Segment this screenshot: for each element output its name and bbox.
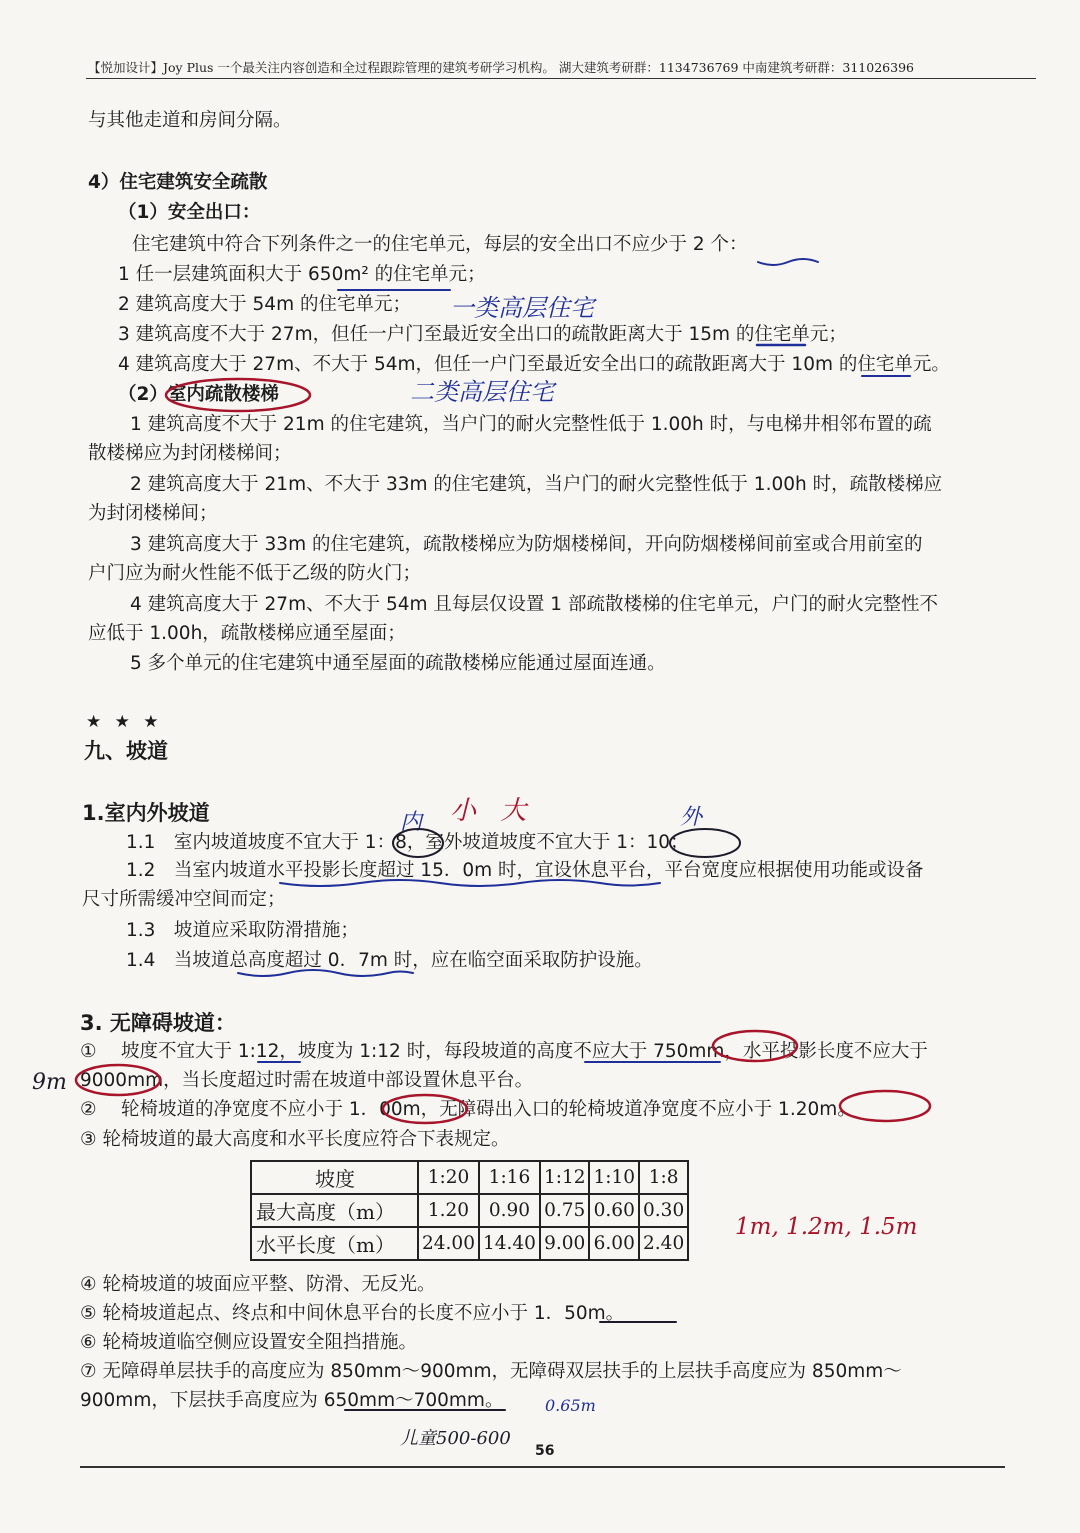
table-header-cell: 1:20 <box>418 1161 479 1194</box>
underline-2-ge <box>758 259 818 265</box>
handwritten-note-inner: 内 <box>400 810 423 835</box>
handwritten-note-065: 0.65m <box>545 1396 596 1415</box>
ramp3-item-2: ② 轮椅坡道的净宽度不应小于 1．00m，无障碍出入口的轮椅坡道净宽度不应小于 1.20m。 <box>80 1099 856 1120</box>
circle-750mm <box>713 1031 797 1061</box>
handwritten-note-9m: 9m <box>32 1070 67 1095</box>
ramp3-item-1-line-2: 9000mm，当长度超过时需在坡道中部设置休息平台。 <box>80 1070 534 1091</box>
table-cell: 0.60 <box>589 1194 639 1227</box>
handwritten-note-widths: 1m, 1.2m, 1.5m <box>735 1214 918 1240</box>
exit-item-4: 4 建筑高度大于 27m、不大于 54m，但任一户门至最近安全出口的疏散距离大于 10m 的住宅单元。 <box>118 354 950 375</box>
ramp3-item-5: ⑤ 轮椅坡道起点、终点和中间休息平台的长度不应小于 1．50m。 <box>80 1303 625 1324</box>
stair-item-5: 5 多个单元的住宅建筑中通至屋面的疏散楼梯应能通过屋面连通。 <box>130 653 666 674</box>
handwritten-note-outer: 外 <box>680 805 703 830</box>
handwritten-note-class1: 一类高层住宅 <box>450 294 594 322</box>
ramp1-item-1: 1.1 室内坡道坡度不宜大于 1：8，室外坡道坡度不宜大于 1：10； <box>126 832 689 853</box>
ramp1-item-2-line-2: 尺寸所需缓冲空间而定； <box>82 889 286 910</box>
table-header-cell: 1:10 <box>589 1161 639 1194</box>
ramp1-title: 1.室内外坡道 <box>82 801 210 825</box>
circle-100m <box>383 1095 467 1123</box>
ramp3-item-6: ⑥ 轮椅坡道临空侧应设置安全阻挡措施。 <box>80 1332 417 1353</box>
stair-item-4-line-2: 应低于 1.00h，疏散楼梯应通至屋面； <box>88 623 406 644</box>
table-cell: 水平长度（m） <box>251 1227 418 1260</box>
stars-marker: ★ ★ ★ <box>86 712 163 732</box>
table-cell: 1.20 <box>418 1194 479 1227</box>
stair-item-3-line-2: 户门应为耐火性能不低于乙级的防火门； <box>88 563 422 584</box>
table-cell: 6.00 <box>589 1227 639 1260</box>
section-title: 4）住宅建筑安全疏散 <box>88 172 268 193</box>
stair-item-2-line-1: 2 建筑高度大于 21m、不大于 33m 的住宅建筑，当户门的耐火完整性低于 1.00h 时，疏散楼梯应 <box>130 474 943 495</box>
table-cell: 14.40 <box>479 1227 540 1260</box>
subsection-title-stairs: （2）室内疏散楼梯 <box>118 384 279 405</box>
table-header-cell: 1:16 <box>479 1161 540 1194</box>
table-cell: 2.40 <box>639 1227 688 1260</box>
ramp3-item-7-line-2: 900mm，下层扶手高度应为 650mm～700mm。 <box>80 1390 504 1411</box>
ramp1-item-2-line-1: 1.2 当室内坡道水平投影长度超过 15．0m 时，宜设休息平台，平台宽度应根据使用功能或设备 <box>126 860 924 881</box>
stair-item-4-line-1: 4 建筑高度大于 27m、不大于 54m 且每层仅设置 1 部疏散楼梯的住宅单元，户门的耐火完整性不 <box>130 594 938 615</box>
table-cell: 24.00 <box>418 1227 479 1260</box>
circle-1-8 <box>393 829 443 857</box>
ramp3-item-7-line-1: ⑦ 无障碍单层扶手的高度应为 850mm～900mm，无障碍双层扶手的上层扶手高度应为 850mm～ <box>80 1361 902 1382</box>
table-cell: 0.90 <box>479 1194 540 1227</box>
stair-item-3-line-1: 3 建筑高度大于 33m 的住宅建筑，疏散楼梯应为防烟楼梯间，开向防烟楼梯间前室或合用前室的 <box>130 534 923 555</box>
page-header: 【悦加设计】Joy Plus 一个最关注内容创造和全过程跟踪管理的建筑考研学习机构。 湖大建筑考研群：1134736769 中南建筑考研群：311026396 <box>88 60 914 75</box>
table-header-cell: 坡度 <box>251 1161 418 1194</box>
footer-rule <box>80 1466 1005 1468</box>
stair-item-2-line-2: 为封闭楼梯间； <box>88 503 218 524</box>
handwritten-note-class2: 二类高层住宅 <box>410 378 554 406</box>
intro-line: 与其他走道和房间分隔。 <box>88 110 292 131</box>
ramp1-item-3: 1.3 坡道应采取防滑措施； <box>126 920 359 941</box>
table-header-cell: 1:8 <box>639 1161 688 1194</box>
exit-item-2: 2 建筑高度大于 54m 的住宅单元； <box>118 294 411 315</box>
circle-9000mm <box>76 1065 160 1095</box>
stair-item-1-line-1: 1 建筑高度不大于 21m 的住宅建筑，当户门的耐火完整性低于 1.00h 时，与电梯井相邻布置的疏 <box>130 414 932 435</box>
exits-lead: 住宅建筑中符合下列条件之一的住宅单元，每层的安全出口不应少于 2 个： <box>132 234 748 255</box>
ramp3-item-1-line-1: ① 坡度不宜大于 1:12，坡度为 1:12 时，每段坡道的高度不应大于 750mm，水平投影长度不应大于 <box>80 1041 928 1062</box>
handwritten-note-small-large: 小 大 <box>450 796 535 826</box>
table-cell: 9.00 <box>540 1227 590 1260</box>
table-cell: 0.30 <box>639 1194 688 1227</box>
circle-120m <box>840 1091 930 1121</box>
ramp1-item-4: 1.4 当坡道总高度超过 0．7m 时，应在临空面采取防护设施。 <box>126 950 653 971</box>
handwritten-note-child: 儿童500-600 <box>400 1428 511 1449</box>
ramp3-item-4: ④ 轮椅坡道的坡面应平整、防滑、无反光。 <box>80 1274 436 1295</box>
ramp3-title: 3. 无障碍坡道： <box>80 1011 236 1035</box>
ramp3-item-3: ③ 轮椅坡道的最大高度和水平长度应符合下表规定。 <box>80 1129 510 1150</box>
exit-item-1: 1 任一层建筑面积大于 650m² 的住宅单元； <box>118 264 486 285</box>
chapter-title: 九、坡道 <box>84 739 168 763</box>
underline-15m-ramp <box>280 880 660 886</box>
stair-item-1-line-2: 散楼梯应为封闭楼梯间； <box>88 443 292 464</box>
table-cell: 0.75 <box>540 1194 590 1227</box>
circle-stairs-title <box>166 379 310 411</box>
exit-item-3: 3 建筑高度不大于 27m，但任一户门至最近安全出口的疏散距离大于 15m 的住宅单元； <box>118 324 847 345</box>
circle-1-10 <box>670 829 740 857</box>
subsection-title-exits: （1）安全出口： <box>118 202 261 223</box>
underline-07m <box>238 970 413 976</box>
table-cell: 最大高度（m） <box>251 1194 418 1227</box>
page-number: 56 <box>535 1443 555 1459</box>
table-header-cell: 1:12 <box>540 1161 590 1194</box>
